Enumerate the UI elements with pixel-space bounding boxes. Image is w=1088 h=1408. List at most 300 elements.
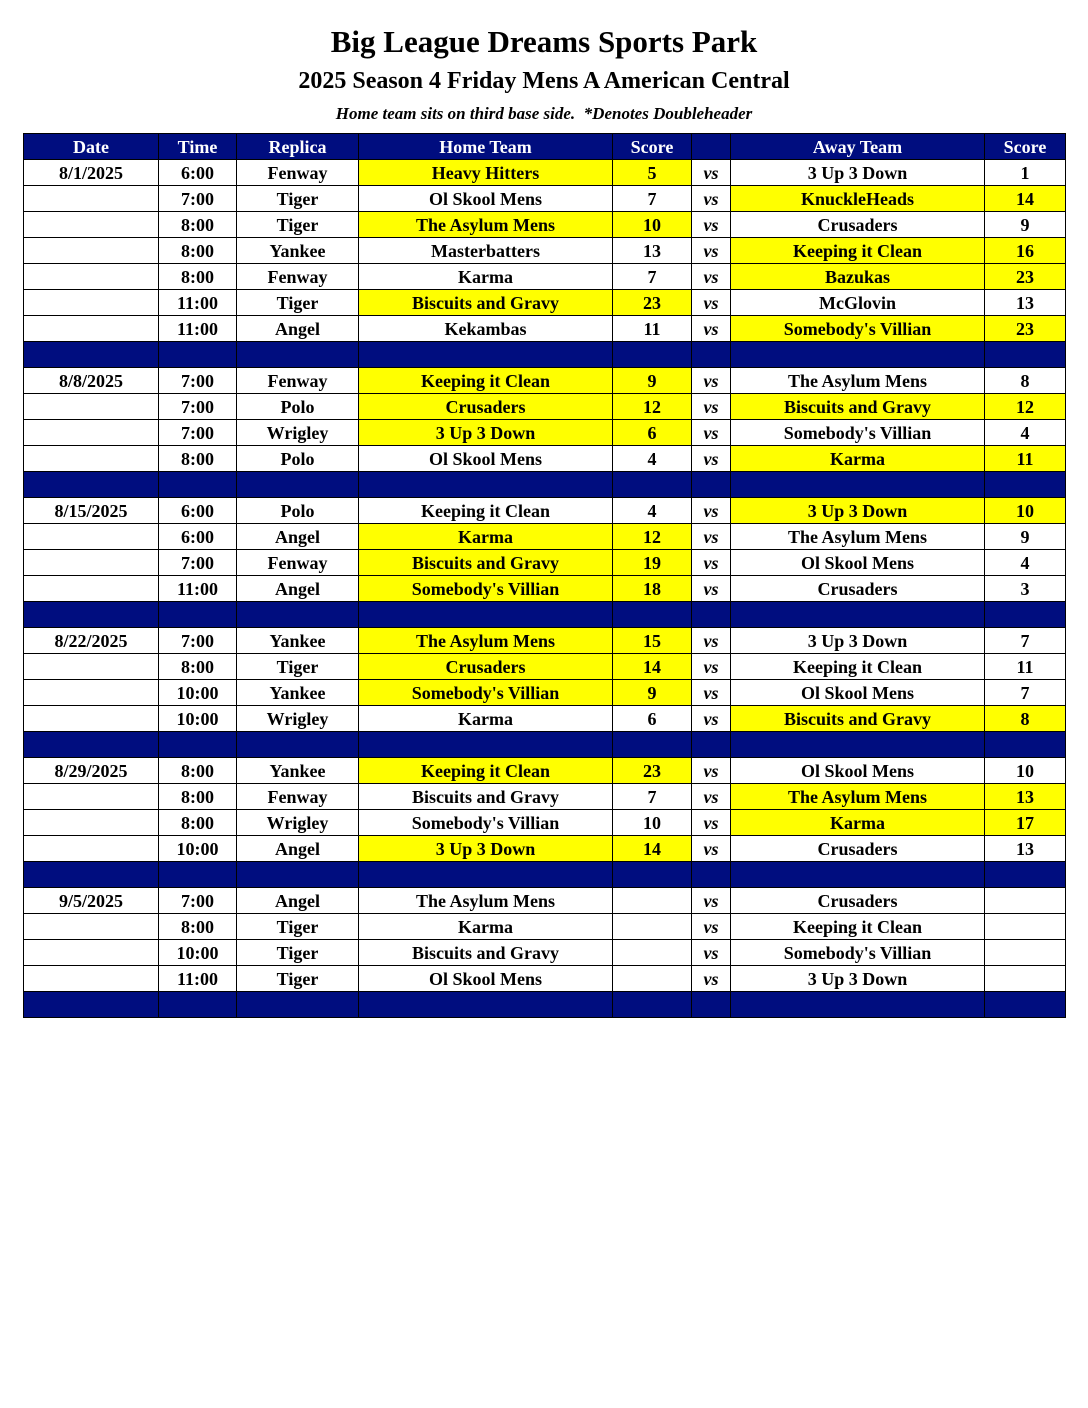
table-row: [24, 628, 1066, 654]
away-team-cell: Biscuits and Gravy: [731, 394, 985, 420]
home-score-cell: 14: [613, 836, 692, 862]
replica-cell: Yankee: [237, 628, 359, 654]
time-cell: 8:00: [159, 784, 237, 810]
separator-cell: [24, 342, 159, 368]
home-team-cell: Somebody's Villian: [359, 810, 613, 836]
away-team-cell: Crusaders: [731, 836, 985, 862]
separator-cell: [692, 862, 731, 888]
vs-cell: vs: [692, 940, 731, 966]
time-cell: 7:00: [159, 420, 237, 446]
time-cell: 11:00: [159, 576, 237, 602]
date-cell: 8/15/2025: [24, 498, 159, 524]
time-cell: 10:00: [159, 940, 237, 966]
separator-cell: [237, 342, 359, 368]
home-team-cell: Karma: [359, 264, 613, 290]
replica-cell: Tiger: [237, 654, 359, 680]
col-header-vs: [692, 134, 731, 160]
home-team-cell: Keeping it Clean: [359, 758, 613, 784]
home-team-cell: Karma: [359, 524, 613, 550]
table-row: [24, 316, 1066, 342]
vs-cell: vs: [692, 654, 731, 680]
separator-cell: [359, 602, 613, 628]
away-team-cell: Crusaders: [731, 576, 985, 602]
away-score-cell: 14: [985, 186, 1066, 212]
home-team-cell: Heavy Hitters: [359, 160, 613, 186]
home-team-note: Home team sits on third base side. *Denotes Doubleheader: [335, 104, 753, 123]
table-row: [24, 186, 1066, 212]
date-cell: [24, 810, 159, 836]
away-score-cell: 12: [985, 394, 1066, 420]
replica-cell: Tiger: [237, 966, 359, 992]
replica-cell: Yankee: [237, 680, 359, 706]
week-separator-row: [24, 602, 1066, 628]
date-cell: [24, 784, 159, 810]
table-row: [24, 238, 1066, 264]
replica-cell: Angel: [237, 576, 359, 602]
home-score-cell: 9: [613, 680, 692, 706]
separator-cell: [613, 472, 692, 498]
away-score-cell: 4: [985, 420, 1066, 446]
replica-cell: Wrigley: [237, 706, 359, 732]
replica-cell: Polo: [237, 446, 359, 472]
date-cell: 9/5/2025: [24, 888, 159, 914]
table-row: [24, 550, 1066, 576]
separator-cell: [731, 602, 985, 628]
time-cell: 8:00: [159, 212, 237, 238]
replica-cell: Tiger: [237, 290, 359, 316]
away-team-cell: Crusaders: [731, 888, 985, 914]
separator-cell: [692, 342, 731, 368]
table-row: [24, 524, 1066, 550]
week-separator-row: [24, 862, 1066, 888]
separator-cell: [985, 992, 1066, 1018]
home-team-cell: Ol Skool Mens: [359, 186, 613, 212]
away-team-cell: The Asylum Mens: [731, 784, 985, 810]
away-score-cell: 13: [985, 290, 1066, 316]
table-row: [24, 368, 1066, 394]
time-cell: 8:00: [159, 654, 237, 680]
replica-cell: Tiger: [237, 940, 359, 966]
away-score-cell: 11: [985, 446, 1066, 472]
time-cell: 8:00: [159, 446, 237, 472]
replica-cell: Polo: [237, 394, 359, 420]
vs-cell: vs: [692, 680, 731, 706]
date-cell: [24, 914, 159, 940]
home-score-cell: 7: [613, 186, 692, 212]
week-separator-row: [24, 992, 1066, 1018]
away-team-cell: Keeping it Clean: [731, 914, 985, 940]
week-separator-row: [24, 342, 1066, 368]
time-cell: 10:00: [159, 680, 237, 706]
away-score-cell: 8: [985, 706, 1066, 732]
home-score-cell: 15: [613, 628, 692, 654]
away-team-cell: 3 Up 3 Down: [731, 966, 985, 992]
home-score-cell: 12: [613, 524, 692, 550]
home-score-cell: 9: [613, 368, 692, 394]
time-cell: 10:00: [159, 706, 237, 732]
away-score-cell: 7: [985, 628, 1066, 654]
vs-cell: vs: [692, 238, 731, 264]
vs-cell: vs: [692, 290, 731, 316]
away-score-cell: 9: [985, 524, 1066, 550]
replica-cell: Polo: [237, 498, 359, 524]
separator-cell: [359, 992, 613, 1018]
separator-cell: [359, 472, 613, 498]
vs-cell: vs: [692, 264, 731, 290]
replica-cell: Tiger: [237, 186, 359, 212]
home-team-cell: Crusaders: [359, 654, 613, 680]
time-cell: 6:00: [159, 498, 237, 524]
away-score-cell: 10: [985, 758, 1066, 784]
replica-cell: Fenway: [237, 160, 359, 186]
table-row: [24, 810, 1066, 836]
table-row: [24, 654, 1066, 680]
away-team-cell: McGlovin: [731, 290, 985, 316]
replica-cell: Angel: [237, 836, 359, 862]
away-team-cell: Ol Skool Mens: [731, 758, 985, 784]
vs-cell: vs: [692, 446, 731, 472]
schedule-table: [23, 133, 1066, 1018]
away-score-cell: 13: [985, 836, 1066, 862]
table-row: [24, 446, 1066, 472]
separator-cell: [359, 342, 613, 368]
separator-cell: [985, 862, 1066, 888]
date-cell: [24, 316, 159, 342]
date-cell: 8/22/2025: [24, 628, 159, 654]
away-team-cell: Somebody's Villian: [731, 940, 985, 966]
time-cell: 7:00: [159, 368, 237, 394]
table-row: [24, 394, 1066, 420]
replica-cell: Fenway: [237, 368, 359, 394]
home-score-cell: 13: [613, 238, 692, 264]
away-team-cell: 3 Up 3 Down: [731, 160, 985, 186]
replica-cell: Angel: [237, 524, 359, 550]
col-header-home-score: Score: [613, 134, 692, 160]
separator-cell: [159, 992, 237, 1018]
home-score-cell: [613, 966, 692, 992]
date-cell: 8/29/2025: [24, 758, 159, 784]
col-header-home-team: Home Team: [359, 134, 613, 160]
table-row: [24, 212, 1066, 238]
home-score-cell: 19: [613, 550, 692, 576]
separator-cell: [613, 602, 692, 628]
away-team-cell: Crusaders: [731, 212, 985, 238]
col-header-replica: Replica: [237, 134, 359, 160]
date-cell: [24, 576, 159, 602]
date-cell: [24, 836, 159, 862]
home-score-cell: 4: [613, 446, 692, 472]
home-team-cell: The Asylum Mens: [359, 888, 613, 914]
separator-cell: [985, 472, 1066, 498]
vs-cell: vs: [692, 316, 731, 342]
table-row: [24, 160, 1066, 186]
vs-cell: vs: [692, 784, 731, 810]
table-row: [24, 888, 1066, 914]
separator-cell: [731, 992, 985, 1018]
separator-cell: [159, 472, 237, 498]
home-score-cell: [613, 940, 692, 966]
away-team-cell: 3 Up 3 Down: [731, 498, 985, 524]
away-team-cell: Ol Skool Mens: [731, 680, 985, 706]
separator-cell: [24, 992, 159, 1018]
table-row: [24, 264, 1066, 290]
vs-cell: vs: [692, 576, 731, 602]
col-header-away-score: Score: [985, 134, 1066, 160]
table-row: [24, 290, 1066, 316]
away-score-cell: 23: [985, 316, 1066, 342]
home-team-cell: Masterbatters: [359, 238, 613, 264]
date-cell: [24, 394, 159, 420]
time-cell: 11:00: [159, 966, 237, 992]
home-team-cell: 3 Up 3 Down: [359, 836, 613, 862]
home-score-cell: 10: [613, 810, 692, 836]
date-cell: 8/1/2025: [24, 160, 159, 186]
time-cell: 8:00: [159, 758, 237, 784]
home-team-cell: Biscuits and Gravy: [359, 290, 613, 316]
away-team-cell: The Asylum Mens: [731, 368, 985, 394]
away-score-cell: 23: [985, 264, 1066, 290]
replica-cell: Tiger: [237, 914, 359, 940]
away-team-cell: Somebody's Villian: [731, 420, 985, 446]
separator-cell: [159, 732, 237, 758]
home-score-cell: 6: [613, 706, 692, 732]
vs-cell: vs: [692, 550, 731, 576]
home-score-cell: [613, 888, 692, 914]
replica-cell: Angel: [237, 316, 359, 342]
table-header-row: [24, 134, 1066, 160]
page-title: Big League Dreams Sports Park: [330, 24, 758, 59]
date-cell: [24, 966, 159, 992]
separator-cell: [613, 992, 692, 1018]
vs-cell: vs: [692, 160, 731, 186]
time-cell: 8:00: [159, 264, 237, 290]
home-team-cell: Crusaders: [359, 394, 613, 420]
away-score-cell: 16: [985, 238, 1066, 264]
table-row: [24, 758, 1066, 784]
time-cell: 10:00: [159, 836, 237, 862]
date-cell: [24, 420, 159, 446]
away-score-cell: 11: [985, 654, 1066, 680]
time-cell: 8:00: [159, 810, 237, 836]
date-cell: [24, 446, 159, 472]
home-score-cell: 23: [613, 758, 692, 784]
week-separator-row: [24, 732, 1066, 758]
home-score-cell: 7: [613, 784, 692, 810]
col-header-time: Time: [159, 134, 237, 160]
replica-cell: Wrigley: [237, 810, 359, 836]
home-team-cell: The Asylum Mens: [359, 212, 613, 238]
away-team-cell: Somebody's Villian: [731, 316, 985, 342]
separator-cell: [613, 862, 692, 888]
home-team-cell: Ol Skool Mens: [359, 446, 613, 472]
replica-cell: Wrigley: [237, 420, 359, 446]
date-cell: [24, 238, 159, 264]
date-cell: [24, 706, 159, 732]
vs-cell: vs: [692, 212, 731, 238]
away-score-cell: 9: [985, 212, 1066, 238]
separator-cell: [692, 992, 731, 1018]
time-cell: 8:00: [159, 914, 237, 940]
home-team-cell: Keeping it Clean: [359, 498, 613, 524]
home-score-cell: 23: [613, 290, 692, 316]
vs-cell: vs: [692, 498, 731, 524]
home-score-cell: 14: [613, 654, 692, 680]
away-score-cell: [985, 888, 1066, 914]
away-team-cell: The Asylum Mens: [731, 524, 985, 550]
home-team-cell: 3 Up 3 Down: [359, 420, 613, 446]
replica-cell: Fenway: [237, 784, 359, 810]
time-cell: 7:00: [159, 628, 237, 654]
separator-cell: [731, 342, 985, 368]
date-cell: [24, 940, 159, 966]
time-cell: 8:00: [159, 238, 237, 264]
separator-cell: [24, 862, 159, 888]
away-team-cell: Karma: [731, 810, 985, 836]
separator-cell: [159, 342, 237, 368]
home-score-cell: 10: [613, 212, 692, 238]
away-score-cell: [985, 914, 1066, 940]
separator-cell: [159, 602, 237, 628]
home-score-cell: 7: [613, 264, 692, 290]
date-cell: [24, 212, 159, 238]
separator-cell: [237, 602, 359, 628]
separator-cell: [24, 732, 159, 758]
away-team-cell: KnuckleHeads: [731, 186, 985, 212]
home-score-cell: 6: [613, 420, 692, 446]
time-cell: 7:00: [159, 888, 237, 914]
time-cell: 11:00: [159, 290, 237, 316]
home-team-cell: Somebody's Villian: [359, 576, 613, 602]
separator-cell: [731, 472, 985, 498]
date-cell: [24, 680, 159, 706]
time-cell: 7:00: [159, 550, 237, 576]
time-cell: 6:00: [159, 524, 237, 550]
separator-cell: [359, 862, 613, 888]
table-row: [24, 576, 1066, 602]
away-score-cell: 8: [985, 368, 1066, 394]
col-header-away-team: Away Team: [731, 134, 985, 160]
table-row: [24, 836, 1066, 862]
replica-cell: Angel: [237, 888, 359, 914]
separator-cell: [237, 862, 359, 888]
table-row: [24, 940, 1066, 966]
date-cell: [24, 264, 159, 290]
separator-cell: [359, 732, 613, 758]
home-team-cell: Biscuits and Gravy: [359, 784, 613, 810]
vs-cell: vs: [692, 186, 731, 212]
away-score-cell: 1: [985, 160, 1066, 186]
separator-cell: [692, 732, 731, 758]
separator-cell: [613, 732, 692, 758]
schedule-body: [24, 160, 1066, 1018]
time-cell: 7:00: [159, 394, 237, 420]
date-cell: [24, 550, 159, 576]
vs-cell: vs: [692, 914, 731, 940]
date-cell: 8/8/2025: [24, 368, 159, 394]
away-team-cell: Karma: [731, 446, 985, 472]
table-row: [24, 966, 1066, 992]
date-cell: [24, 524, 159, 550]
separator-cell: [613, 342, 692, 368]
home-team-cell: Biscuits and Gravy: [359, 940, 613, 966]
table-row: [24, 706, 1066, 732]
away-score-cell: 3: [985, 576, 1066, 602]
home-score-cell: 11: [613, 316, 692, 342]
home-team-cell: Keeping it Clean: [359, 368, 613, 394]
home-team-cell: The Asylum Mens: [359, 628, 613, 654]
time-cell: 7:00: [159, 186, 237, 212]
table-row: [24, 498, 1066, 524]
home-score-cell: 18: [613, 576, 692, 602]
home-team-cell: Kekambas: [359, 316, 613, 342]
table-row: [24, 680, 1066, 706]
separator-cell: [24, 602, 159, 628]
table-row: [24, 784, 1066, 810]
replica-cell: Fenway: [237, 550, 359, 576]
separator-cell: [237, 732, 359, 758]
home-score-cell: [613, 914, 692, 940]
vs-cell: vs: [692, 810, 731, 836]
separator-cell: [731, 732, 985, 758]
replica-cell: Yankee: [237, 758, 359, 784]
home-team-cell: Somebody's Villian: [359, 680, 613, 706]
separator-cell: [237, 992, 359, 1018]
separator-cell: [24, 472, 159, 498]
vs-cell: vs: [692, 524, 731, 550]
vs-cell: vs: [692, 888, 731, 914]
time-cell: 11:00: [159, 316, 237, 342]
date-cell: [24, 654, 159, 680]
away-team-cell: 3 Up 3 Down: [731, 628, 985, 654]
replica-cell: Yankee: [237, 238, 359, 264]
date-cell: [24, 290, 159, 316]
replica-cell: Tiger: [237, 212, 359, 238]
separator-cell: [159, 862, 237, 888]
time-cell: 6:00: [159, 160, 237, 186]
table-row: [24, 420, 1066, 446]
away-score-cell: [985, 940, 1066, 966]
vs-cell: vs: [692, 966, 731, 992]
vs-cell: vs: [692, 758, 731, 784]
away-score-cell: 13: [985, 784, 1066, 810]
away-team-cell: Ol Skool Mens: [731, 550, 985, 576]
away-team-cell: Keeping it Clean: [731, 238, 985, 264]
page-subtitle: 2025 Season 4 Friday Mens A American Central: [298, 68, 790, 94]
home-team-cell: Biscuits and Gravy: [359, 550, 613, 576]
away-score-cell: 7: [985, 680, 1066, 706]
home-team-cell: Ol Skool Mens: [359, 966, 613, 992]
separator-cell: [985, 342, 1066, 368]
vs-cell: vs: [692, 394, 731, 420]
separator-cell: [731, 862, 985, 888]
home-team-cell: Karma: [359, 706, 613, 732]
vs-cell: vs: [692, 628, 731, 654]
home-score-cell: 5: [613, 160, 692, 186]
vs-cell: vs: [692, 706, 731, 732]
date-cell: [24, 186, 159, 212]
vs-cell: vs: [692, 368, 731, 394]
home-team-cell: Karma: [359, 914, 613, 940]
home-score-cell: 4: [613, 498, 692, 524]
separator-cell: [237, 472, 359, 498]
away-score-cell: 4: [985, 550, 1066, 576]
away-score-cell: 17: [985, 810, 1066, 836]
away-score-cell: [985, 966, 1066, 992]
away-team-cell: Biscuits and Gravy: [731, 706, 985, 732]
table-row: [24, 914, 1066, 940]
separator-cell: [985, 602, 1066, 628]
home-score-cell: 12: [613, 394, 692, 420]
